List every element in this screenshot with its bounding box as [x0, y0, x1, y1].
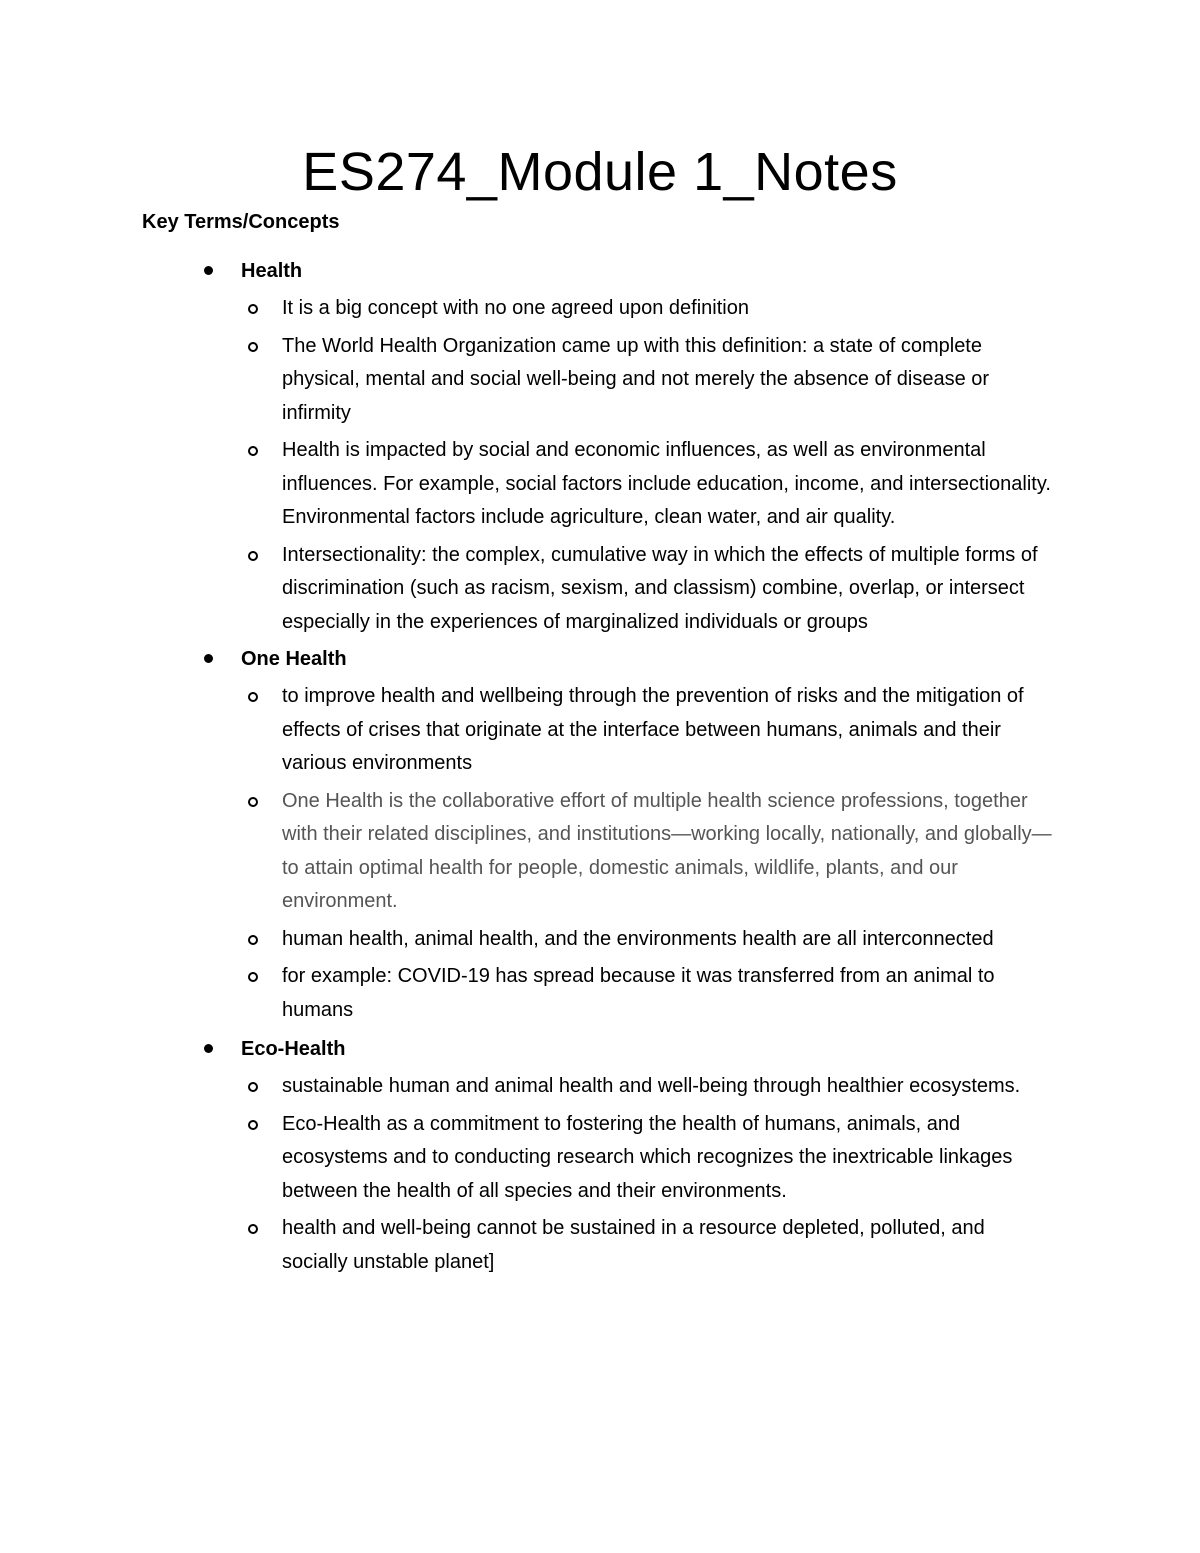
term-details: [0, 292, 1200, 639]
hollow-bullet-icon: [248, 692, 258, 702]
list-item-text: to improve health and wellbeing through the prevention of risks and the mitigation of effects of crises that originate at the interface between humans, animals and their various environments: [282, 685, 1024, 774]
list-item: [0, 680, 1052, 781]
list-item: [0, 923, 1052, 957]
hollow-bullet-icon: [248, 446, 258, 456]
list-item: [0, 960, 1052, 1027]
term-heading-label: Health: [241, 260, 303, 282]
list-item: [0, 1108, 1052, 1209]
term-details: [0, 680, 1200, 1027]
term-heading: [0, 1033, 1200, 1066]
list-item-text: human health, animal health, and the environments health are all interconnected: [282, 927, 994, 950]
term-health: [0, 255, 1200, 639]
filled-bullet-icon: [204, 654, 213, 663]
list-item-text: Health is impacted by social and economic influences, as well as environmental influences. For example, social factors include education, income, and intersectionality. Environmental factors include agriculture, clean water, and air quality.: [282, 439, 1051, 528]
list-item-text: One Health is the collaborative effort of multiple health science professions, together with their related disciplines, and institutions—working locally, nationally, and globally—to attain optimal health for people, domestic animals, wildlife, plants, and our environment.: [282, 789, 1052, 912]
term-heading: [0, 255, 1200, 288]
list-item-text: Eco-Health as a commitment to fostering the health of humans, animals, and ecosystems and to conducting research which recognizes the inextricable linkages between the health of all species and their environments.: [282, 1112, 1013, 1202]
list-item-text: for example: COVID-19 has spread because it was transferred from an animal to humans: [282, 965, 995, 1021]
hollow-bullet-icon: [248, 1120, 258, 1130]
term-details: [0, 1070, 1200, 1279]
term-heading-label: One Health: [241, 648, 347, 670]
list-item-text: sustainable human and animal health and well-being through healthier ecosystems.: [282, 1075, 1021, 1097]
filled-bullet-icon: [204, 1044, 213, 1053]
hollow-bullet-icon: [248, 342, 258, 352]
term-eco-health: [0, 1033, 1200, 1279]
list-item: [0, 539, 1052, 640]
hollow-bullet-icon: [248, 551, 258, 561]
list-item: [0, 1070, 1052, 1104]
hollow-bullet-icon: [248, 1224, 258, 1234]
key-terms-list: [0, 255, 1200, 1279]
term-heading-label: Eco-Health: [241, 1038, 346, 1060]
filled-bullet-icon: [204, 266, 213, 275]
list-item-quoted: [0, 785, 1052, 919]
list-item-text: The World Health Organization came up with this definition: a state of complete physical, mental and social well-being and not merely the absence of disease or infirmity: [282, 334, 990, 424]
list-item: [0, 330, 1052, 431]
list-item: [0, 434, 1052, 535]
hollow-bullet-icon: [248, 797, 258, 807]
list-item-text: Intersectionality: the complex, cumulative way in which the effects of multiple forms of discrimination (such as racism, sexism, and classism) combine, overlap, or intersect especially in the experiences of marginalized individuals or groups: [282, 543, 1038, 633]
hollow-bullet-icon: [248, 972, 258, 982]
list-item: [0, 292, 1052, 326]
list-item: [0, 1212, 1052, 1279]
term-one-health: [0, 643, 1200, 1027]
hollow-bullet-icon: [248, 935, 258, 945]
section-subheading: Key Terms/Concepts: [142, 211, 340, 233]
list-item-text: health and well-being cannot be sustained in a resource depleted, polluted, and socially unstable planet]: [282, 1217, 985, 1273]
list-item-text: It is a big concept with no one agreed upon definition: [282, 297, 749, 319]
term-heading: [0, 643, 1200, 676]
hollow-bullet-icon: [248, 1082, 258, 1092]
page-title: ES274_Module 1_Notes: [302, 142, 898, 202]
hollow-bullet-icon: [248, 304, 258, 314]
